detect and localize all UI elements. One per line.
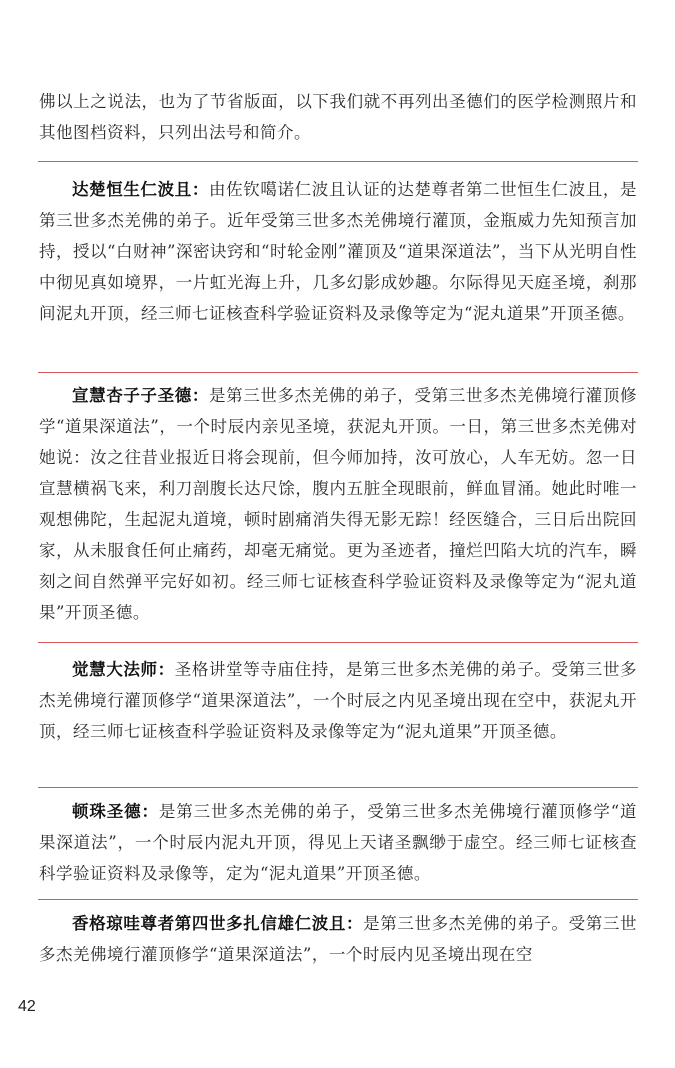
entry-body: 是第三世多杰羌佛的弟子，受第三世多杰羌佛境行灌顶修学“道果深道法”，一个时辰内泥丸开顶，得见上天诸圣飘缈于虚空。经三师七证核查科学验证资料及录像等，定为“泥丸道果”开顶圣德。 — [39, 802, 638, 883]
intro-paragraph — [39, 86, 637, 148]
divider-rule — [38, 161, 638, 162]
entry-block — [39, 380, 637, 628]
intro-text: 佛以上之说法，也为了节省版面，以下我们就不再列出圣德们的医学检测照片和其他图档资料，只列出法号和简介。 — [39, 92, 637, 142]
entry-name: 香格琼哇尊者第四世多扎信雄仁波且： — [72, 914, 364, 933]
entry-body: 是第三世多杰羌佛的弟子。受第三世多杰羌佛境行灌顶修学“道果深道法”，一个时辰内见圣境出现在空 — [39, 914, 637, 964]
entry-block — [39, 796, 637, 889]
entry-paragraph — [39, 380, 637, 628]
entry-paragraph — [39, 796, 637, 889]
entry-name: 顿珠圣德： — [72, 802, 159, 821]
entry-body: 是第三世多杰羌佛的弟子，受第三世多杰羌佛境行灌顶修学“道果深道法”，一个时辰内亲见圣境，获泥丸开顶。一日，第三世多杰羌佛对她说：汝之往昔业报近日将会现前，但今师加持，汝可放心，人车无妨。忽一日宣慧横祸飞来，利刀剖腹长达尺馀，腹内五脏全现眼前，鲜血冒涌。她此时唯一观想佛陀，生起泥丸道境，顿时剧痛消失得无影无踪！经医缝合，三日后出院回家，从未服食任何止痛药，却毫无痛觉。更为圣迹者，撞烂凹陷大坑的汽车，瞬刻之间自然弹平完好如初。经三师七证核查科学验证资料及录像等定为“泥丸道果”开顶圣德。 — [39, 386, 637, 622]
divider-rule — [38, 372, 638, 373]
entry-name: 宣慧杏子子圣德： — [72, 386, 209, 405]
entry-block — [39, 908, 637, 970]
divider-rule — [38, 899, 638, 900]
entry-body: 圣格讲堂等寺庙住持，是第三世多杰羌佛的弟子。受第三世多杰羌佛境行灌顶修学“道果深道法”，一个时辰之内见圣境出现在空中，获泥丸开顶，经三师七证核查科学验证资料及录像等定为“泥丸道果”开顶圣德。 — [39, 660, 637, 741]
entry-paragraph — [39, 654, 637, 747]
entry-paragraph — [39, 908, 637, 970]
divider-rule — [38, 787, 638, 788]
page-number: 42 — [18, 998, 36, 1015]
entry-block — [39, 174, 637, 329]
entry-name: 达楚恒生仁波且： — [72, 180, 209, 199]
entry-body: 由佐钦噶诺仁波且认证的达楚尊者第二世恒生仁波且，是第三世多杰羌佛的弟子。近年受第三世多杰羌佛境行灌顶，金瓶威力先知预言加持，授以“白财神”深密诀窍和“时轮金刚”灌顶及“道果深道法”，当下从光明自性中彻见真如境界，一片虹光海上升，几多幻影成妙趣。尔际得见天庭圣境，刹那间泥丸开顶，经三师七证核查科学验证资料及录像等定为“泥丸道果”开顶圣德。 — [39, 180, 637, 323]
divider-rule — [38, 642, 638, 643]
entry-paragraph — [39, 174, 637, 329]
entry-name: 觉慧大法师： — [72, 660, 175, 679]
entry-block — [39, 654, 637, 747]
